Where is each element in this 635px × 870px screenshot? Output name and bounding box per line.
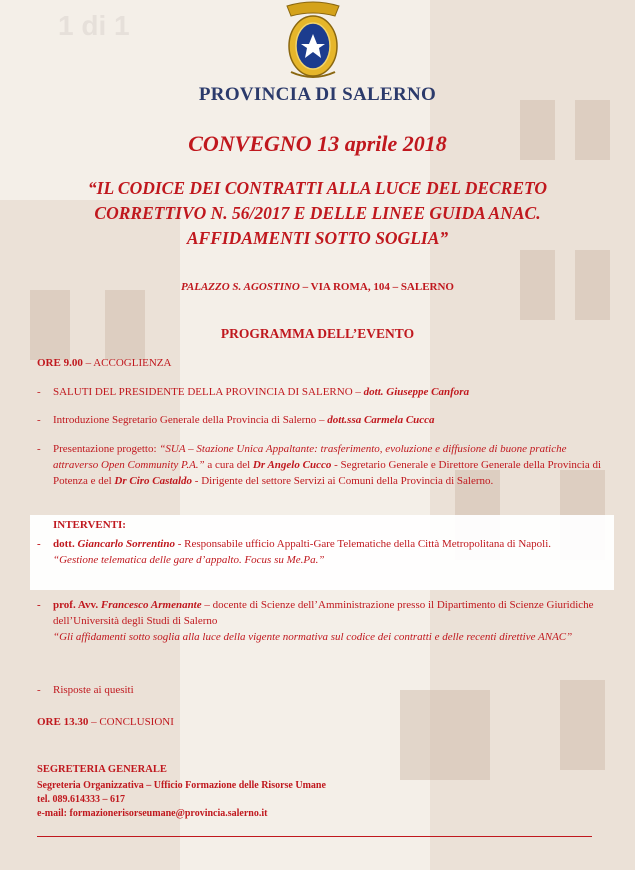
item-text: a cura del	[204, 459, 253, 471]
time-slot-conclusion	[37, 716, 174, 728]
talk-title: “Gestione telematica delle gare d’appalto. Focus su Me.Pa.”	[53, 554, 325, 566]
item-text: - Dirigente del settore Servizi ai Comuni della Provincia di Salerno.	[192, 475, 494, 487]
speaker-title: dott.	[53, 538, 78, 550]
speaker-name: dott. Giuseppe Canfora	[363, 386, 470, 398]
time-label: ORE 13.30	[37, 716, 89, 728]
venue-place: PALAZZO S. AGOSTINO	[181, 281, 300, 293]
time-activity: – CONCLUSIONI	[88, 716, 174, 728]
list-item: - Introduzione Segretario Generale della Provincia di Salerno – dott.ssa Carmela Cucca	[37, 414, 435, 426]
page-indicator: 1 di 1	[58, 10, 130, 41]
list-item: - Risposte ai quesiti	[37, 682, 605, 698]
speaker-name: Giancarlo Sorrentino	[77, 538, 175, 550]
item-text: - Segretario Generale e Direttore Generale della Provincia di Potenza e del	[53, 459, 602, 487]
venue-address: – VIA ROMA, 104 – SALERNO	[299, 281, 454, 293]
footer-department: SEGRETERIA GENERALE	[37, 764, 167, 775]
provincia-salerno-crest-logo	[277, 0, 349, 82]
time-activity: – ACCOGLIENZA	[82, 357, 172, 369]
event-venue	[0, 281, 635, 293]
speaker-item: - prof. Avv. Francesco Armenante – docente di Scienze dell’Amministrazione presso il Dipartimento di Scienze Giuridiche dell’Università degli Studi di Salerno “Gli affidamenti sotto soglia alla luce della vigente normativa sul codice dei contratti e delle recenti direttive ANAC”	[37, 599, 594, 643]
item-text: Introduzione Segretario Generale della Provincia di Salerno –	[53, 414, 328, 426]
item-text: SALUTI DEL PRESIDENTE DELLA PROVINCIA DI SALERNO –	[53, 386, 364, 398]
subtitle-line: “IL CODICE DEI CONTRATTI ALLA LUCE DEL DECRETO	[87, 178, 548, 198]
speaker-role: – docente di Scienze dell’Amministrazione presso il Dipartimento di Scienze Giuridiche dell’Università degli Studi di Salerno	[53, 599, 594, 627]
footer-email[interactable]: e-mail: formazionerisorseumane@provincia.salerno.it	[37, 808, 268, 819]
header-title: PROVINCIA DI SALERNO	[198, 84, 437, 105]
speaker-name: Dr Ciro Castaldo	[114, 475, 193, 487]
item-text: Risposte ai quesiti	[53, 684, 134, 696]
subtitle-line: CORRETTIVO N. 56/2017 E DELLE LINEE GUIDA ANAC.	[94, 203, 541, 223]
footer-phone: tel. 089.614333 – 617	[37, 794, 126, 805]
time-label: ORE 9.00	[37, 357, 83, 369]
presentation-item: - Presentazione progetto: “SUA – Stazione Unica Appaltante: trasferimento, evoluzione e diffusione di buone pratiche attraverso Open Community P.A.” a cura del Dr Angelo Cucco - Segretario Generale e Direttore Generale della Provincia di Potenza e del Dr Ciro Castaldo - Dirigente del settore Servizi ai Comuni della Provincia di Salerno.	[37, 443, 602, 487]
footer-office: Segreteria Organizzativa – Ufficio Formazione delle Risorse Umane	[37, 780, 326, 791]
footer-divider	[37, 836, 592, 837]
list-item: - SALUTI DEL PRESIDENTE DELLA PROVINCIA DI SALERNO – dott. Giuseppe Canfora	[37, 386, 470, 398]
speaker-role: - Responsabile ufficio Appalti-Gare Telematiche della Città Metropolitana di Napoli.	[174, 538, 552, 550]
programme-heading: PROGRAMMA DELL’EVENTO	[220, 326, 415, 341]
speaker-name: dott.ssa Carmela Cucca	[327, 414, 435, 426]
item-text: Presentazione progetto:	[53, 443, 160, 455]
event-title: CONVEGNO 13 aprile 2018	[188, 131, 447, 156]
subtitle-line: AFFIDAMENTI SOTTO SOGLIA”	[186, 228, 449, 248]
speaker-item: - dott. Giancarlo Sorrentino - Responsabile ufficio Appalti-Gare Telematiche della Città Metropolitana di Napoli. “Gestione telematica delle gare d’appalto. Focus su Me.Pa.”	[37, 538, 552, 566]
interventi-heading: INTERVENTI:	[53, 519, 126, 531]
speaker-name: Francesco Armenante	[100, 599, 202, 611]
speaker-name: Dr Angelo Cucco	[252, 459, 332, 471]
speaker-title: prof. Avv.	[53, 599, 101, 611]
talk-title: “Gli affidamenti sotto soglia alla luce della vigente normativa sul codice dei contratti e delle recenti direttive ANAC”	[53, 631, 573, 643]
time-slot-welcome	[37, 357, 171, 369]
event-subtitle	[30, 176, 605, 251]
presentation-title: “SUA – Stazione Unica Appaltante: trasferimento, evoluzione e diffusione di buone pratiche attraverso Open Community P.A.”	[53, 443, 567, 471]
